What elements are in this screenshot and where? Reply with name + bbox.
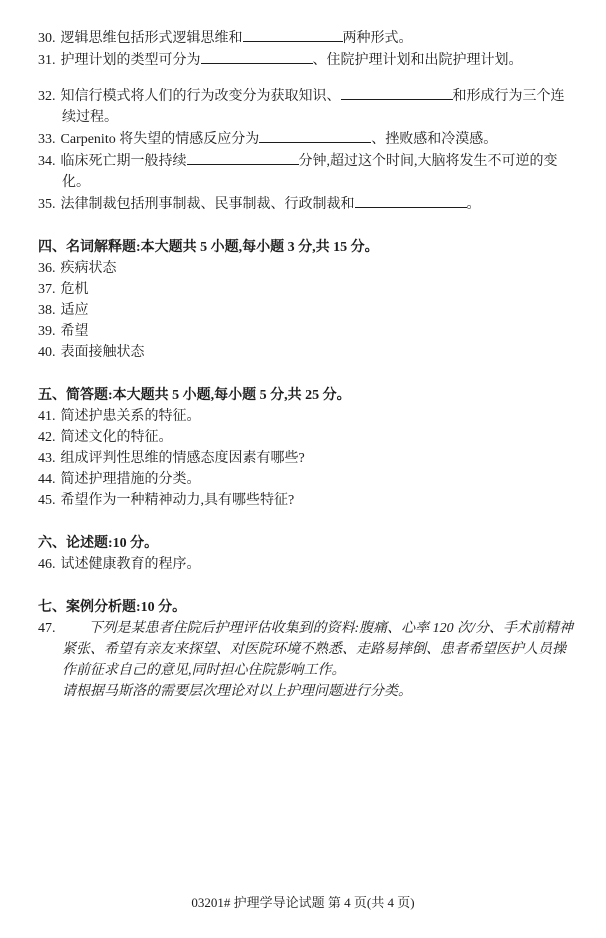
question-text-pre: 法律制裁包括刑事制裁、民事制裁、行政制裁和 xyxy=(60,197,355,212)
question-34 xyxy=(38,150,574,193)
question-text-post: 、挫败感和冷漠感。 xyxy=(371,132,498,147)
section-5-title: 五、简答题:本大题共 5 小题,每小题 5 分,共 25 分。 xyxy=(38,388,351,403)
answer-blank xyxy=(259,128,371,143)
answer-blank xyxy=(201,49,313,64)
question-43 xyxy=(38,448,574,469)
question-number: 38. xyxy=(38,303,56,318)
question-number: 33. xyxy=(38,132,56,147)
question-number: 32. xyxy=(38,89,56,104)
case-text: 下列是某患者住院后护理评估收集到的资料:腹痛、心率 120 次/分、手术前精神紧张、希望有亲友来探望、对医院环境不熟悉、走路易摔倒、患者希望医护人员操作前征求自己的意见,同时担心住院影响工作。 xyxy=(62,621,574,678)
answer-blank xyxy=(243,27,343,42)
question-number: 36. xyxy=(38,261,56,276)
question-32 xyxy=(38,85,574,128)
section-7-title: 七、案例分析题:10 分。 xyxy=(38,600,187,615)
question-number: 43. xyxy=(38,451,56,466)
question-text: 适应 xyxy=(60,303,89,318)
question-text: 希望 xyxy=(60,324,89,339)
question-text: 疾病状态 xyxy=(60,261,117,276)
question-number: 39. xyxy=(38,324,56,339)
question-number: 44. xyxy=(38,472,56,487)
question-text-post: 两种形式。 xyxy=(342,31,413,46)
question-47 xyxy=(38,618,574,681)
question-44 xyxy=(38,469,574,490)
question-text-pre: 知信行模式将人们的行为改变分为获取知识、 xyxy=(60,89,341,104)
question-number: 42. xyxy=(38,430,56,445)
question-41 xyxy=(38,406,574,427)
question-number: 31. xyxy=(38,53,56,68)
question-text: 简述文化的特征。 xyxy=(60,430,173,445)
question-number: 40. xyxy=(38,345,56,360)
question-31 xyxy=(38,49,574,71)
question-36 xyxy=(38,258,574,279)
question-40 xyxy=(38,342,574,363)
question-33 xyxy=(38,128,574,150)
question-38 xyxy=(38,300,574,321)
question-text-pre: Carpenito 将失望的情感反应分为 xyxy=(60,132,260,147)
question-number: 30. xyxy=(38,31,56,46)
question-number: 45. xyxy=(38,493,56,508)
question-text: 简述护理措施的分类。 xyxy=(60,472,201,487)
question-text-post: 。 xyxy=(466,197,481,212)
question-text: 表面接触状态 xyxy=(60,345,145,360)
question-text-pre: 临床死亡期一般持续 xyxy=(60,154,187,169)
question-45 xyxy=(38,490,574,511)
answer-blank xyxy=(355,193,467,208)
question-text: 危机 xyxy=(60,282,89,297)
question-number: 37. xyxy=(38,282,56,297)
question-30 xyxy=(38,27,574,49)
question-text: 试述健康教育的程序。 xyxy=(60,557,201,572)
question-text-post: 、住院护理计划和出院护理计划。 xyxy=(312,53,523,68)
question-number: 41. xyxy=(38,409,56,424)
question-text: 简述护患关系的特征。 xyxy=(60,409,201,424)
question-text: 希望作为一种精神动力,具有哪些特征? xyxy=(60,493,295,508)
question-39 xyxy=(38,321,574,342)
question-46 xyxy=(38,554,574,575)
question-number: 34. xyxy=(38,154,56,169)
section-4-title: 四、名词解释题:本大题共 5 小题,每小题 3 分,共 15 分。 xyxy=(38,240,379,255)
answer-blank xyxy=(187,150,299,165)
question-42 xyxy=(38,427,574,448)
question-number: 46. xyxy=(38,557,56,572)
page-footer: 03201# 护理学导论试题 第 4 页(共 4 页) xyxy=(191,895,415,910)
question-text-post: 和形成行为三个连续过程。 xyxy=(62,89,565,125)
question-text-pre: 逻辑思维包括形式逻辑思维和 xyxy=(60,31,243,46)
section-6-title: 六、论述题:10 分。 xyxy=(38,536,159,551)
question-37 xyxy=(38,279,574,300)
question-35 xyxy=(38,193,574,215)
answer-blank xyxy=(341,85,453,100)
question-text: 组成评判性思维的情感态度因素有哪些? xyxy=(60,451,305,466)
question-text-pre: 护理计划的类型可分为 xyxy=(60,53,201,68)
question-text-post: 分钟,超过这个时间,大脑将发生不可逆的变化。 xyxy=(62,154,558,190)
page-content xyxy=(38,27,574,702)
question-number: 35. xyxy=(38,197,56,212)
question-number: 47. xyxy=(38,621,56,636)
case-question: 请根据马斯洛的需要层次理论对以上护理问题进行分类。 xyxy=(62,684,412,699)
